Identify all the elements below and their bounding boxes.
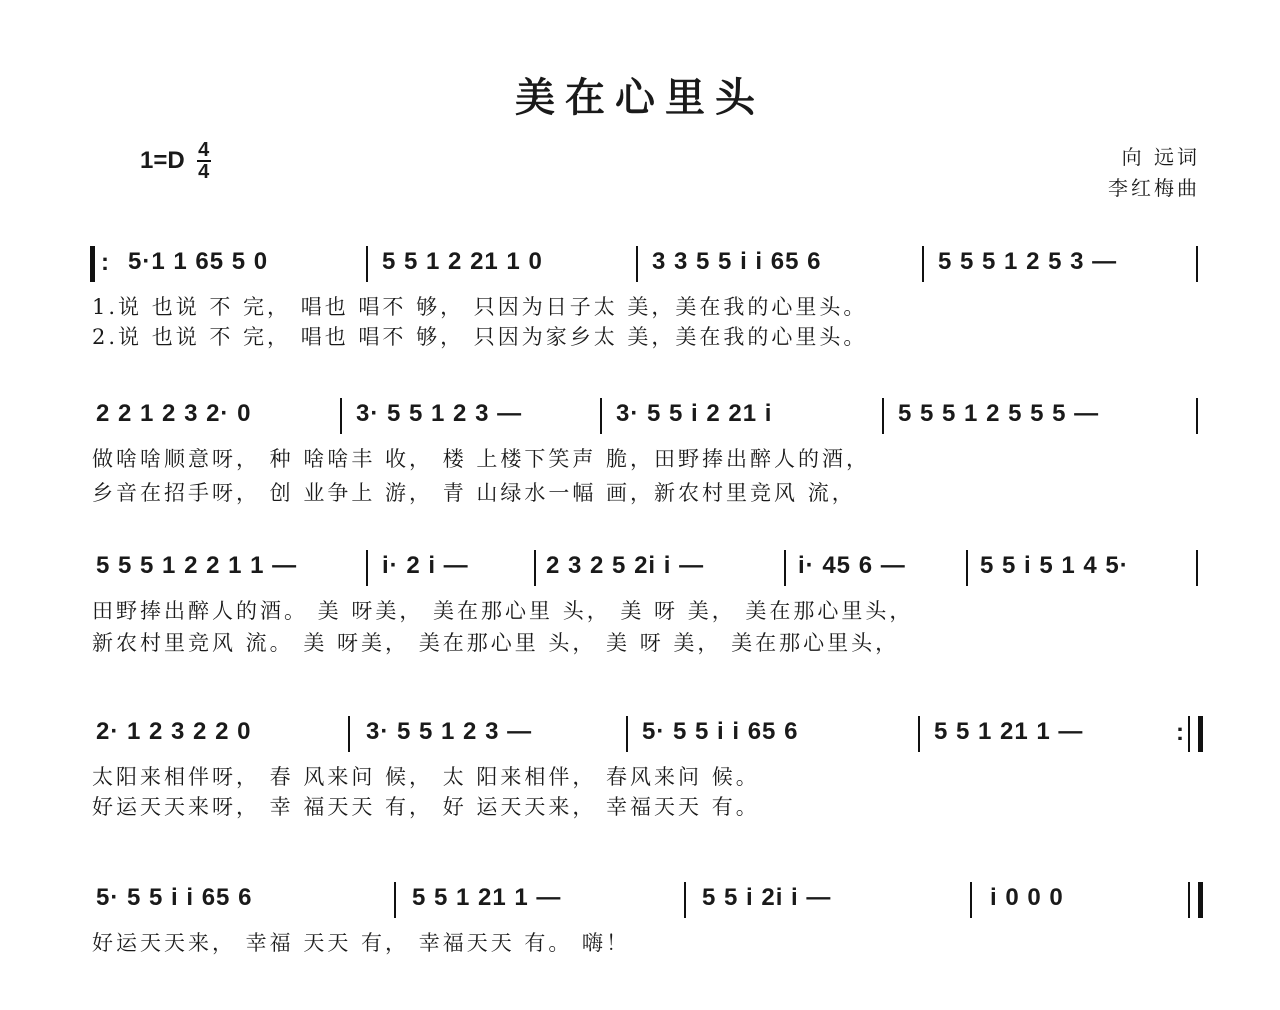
barline	[882, 398, 884, 434]
measure: 5·1 1 65 5 0	[128, 248, 269, 275]
measure: i 0 0 0	[990, 884, 1064, 911]
measure: 5· 5 5 i i 65 6	[96, 884, 253, 911]
final-barline	[1188, 882, 1203, 918]
lyric-line-1: 好运天天来， 幸福 天天 有， 幸福天天 有。 嗨！	[92, 931, 631, 955]
barline	[636, 246, 638, 282]
barline	[394, 882, 396, 918]
lyric-line-2: 好运天天来呀， 幸 福天天 有， 好 运天天来， 幸福天天 有。	[92, 795, 760, 819]
barline	[534, 550, 536, 586]
barline	[922, 246, 924, 282]
barline	[784, 550, 786, 586]
credits	[1108, 142, 1200, 204]
barline	[366, 246, 368, 282]
measure: 3· 5 5 i 2 21 i	[616, 400, 773, 427]
score-system-1	[0, 242, 1280, 362]
measure: 5 5 i 5 1 4 5·	[980, 552, 1129, 579]
repeat-end-barline	[1188, 716, 1203, 752]
measure: 5 5 i 2i i —	[702, 884, 832, 911]
measure: 5 5 5 1 2 5 3 —	[938, 248, 1118, 275]
measure: 5· 5 5 i i 65 6	[642, 718, 799, 745]
barline	[970, 882, 972, 918]
measure: 5 5 1 2 21 1 0	[382, 248, 543, 275]
measure: 2 3 2 5 2i i —	[546, 552, 705, 579]
key-signature	[140, 140, 211, 182]
measure: 3· 5 5 1 2 3 —	[366, 718, 533, 745]
measure: i· 2 i —	[382, 552, 469, 579]
meter-bottom: 4	[198, 161, 210, 183]
barline	[626, 716, 628, 752]
measure: 5 5 1 21 1 —	[934, 718, 1084, 745]
score-system-4	[0, 712, 1280, 832]
barline	[1196, 398, 1198, 434]
barline	[340, 398, 342, 434]
lyric-line-2: 2.说 也说 不 完， 唱也 唱不 够， 只因为家乡太 美，美在我的心里头。	[92, 325, 868, 349]
score-system-5	[0, 878, 1280, 968]
barline	[684, 882, 686, 918]
barline	[348, 716, 350, 752]
barline	[918, 716, 920, 752]
repeat-start-barline	[90, 246, 99, 282]
composer-credit: 李红梅曲	[1108, 176, 1200, 200]
lyric-line-2: 乡音在招手呀， 创 业争上 游， 青 山绿水一幅 画，新农村里竞风 流，	[92, 481, 856, 505]
barline	[600, 398, 602, 434]
lyricist-credit: 向 远词	[1121, 145, 1200, 169]
key-label: 1=D	[140, 147, 185, 174]
measure: 2· 1 2 3 2 2 0	[96, 718, 252, 745]
lyric-line-1: 做啥啥顺意呀， 种 啥啥丰 收， 楼 上楼下笑声 脆，田野捧出醉人的酒，	[92, 447, 871, 471]
measure: 2 2 1 2 3 2· 0	[96, 400, 252, 427]
barline	[1196, 246, 1198, 282]
lyric-line-1: 太阳来相伴呀， 春 风来问 候， 太 阳来相伴， 春风来问 候。	[92, 765, 760, 789]
score-system-3	[0, 546, 1280, 666]
barline	[1196, 550, 1198, 586]
measure: 3· 5 5 1 2 3 —	[356, 400, 523, 427]
measure: 3 3 5 5 i i 65 6	[652, 248, 822, 275]
measure: 5 5 5 1 2 5 5 5 —	[898, 400, 1100, 427]
barline	[366, 550, 368, 586]
meter-top: 4	[198, 139, 210, 161]
score-system-2	[0, 394, 1280, 514]
song-title: 美在心里头	[515, 74, 765, 121]
lyric-line-1: 田野捧出醉人的酒。 美 呀美， 美在那心里 头， 美 呀 美， 美在那心里头，	[92, 599, 914, 623]
time-signature	[197, 140, 211, 182]
measure: 5 5 5 1 2 2 1 1 —	[96, 552, 298, 579]
barline	[966, 550, 968, 586]
measure: 5 5 1 21 1 —	[412, 884, 562, 911]
lyric-line-1: 1.说 也说 不 完， 唱也 唱不 够， 只因为日子太 美，美在我的心里头。	[92, 295, 868, 319]
measure: i· 45 6 —	[798, 552, 906, 579]
lyric-line-2: 新农村里竞风 流。 美 呀美， 美在那心里 头， 美 呀 美， 美在那心里头，	[92, 631, 900, 655]
